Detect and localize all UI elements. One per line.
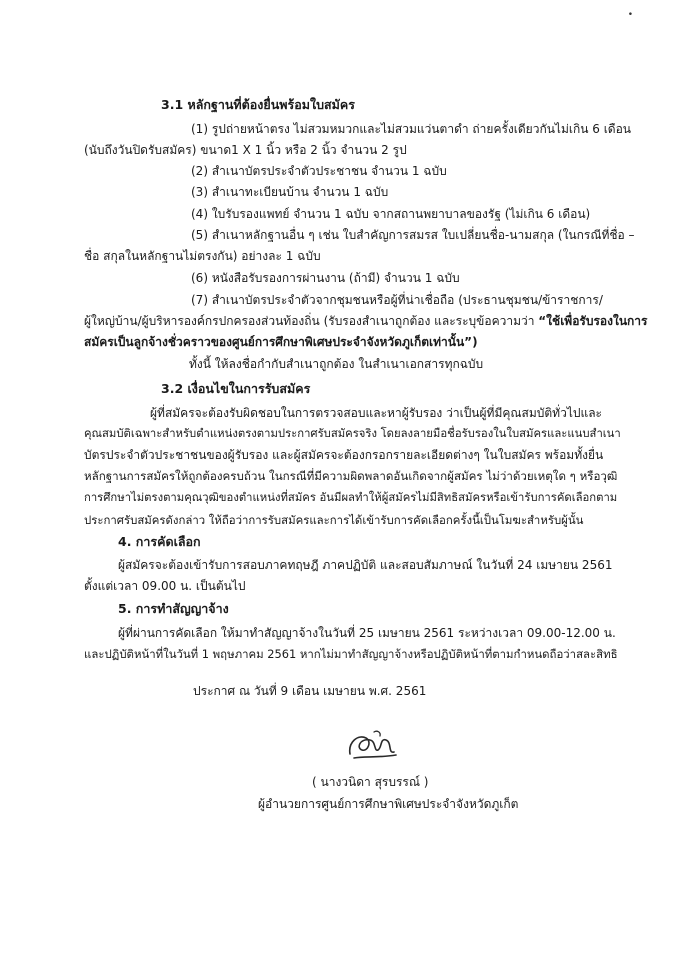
contract-line-2: และปฏิบัติหน้าที่ในวันที่ 1 พฤษภาคม 2561 หากไม่มาทำสัญญาจ้างหรือปฏิบัติหน้าที่ตามกำหนดถือว่าสละสิทธิ (84, 647, 618, 661)
section-3-1-heading: 3.1 หลักฐานที่ต้องยื่นพร้อมใบสมัคร (161, 97, 355, 112)
conditions-line-3: บัตรประจำตัวประชาชนของผู้รับรอง และผู้สมัครจะต้องกรอกรายละเอียดต่างๆ ในใบสมัคร พร้อมทั้งยื่น (84, 448, 604, 462)
evidence-item-4: (4) ใบรับรองแพทย์ จำนวน 1 ฉบับ จากสถานพยาบาลของรัฐ (ไม่เกิน 6 เดือน) (191, 207, 591, 221)
evidence-item-5-cont: ชื่อ สกุลในหลักฐานไม่ตรงกัน) อย่างละ 1 ฉบับ (84, 249, 321, 263)
selection-line-2: ตั้งแต่เวลา 09.00 น. เป็นต้นไป (84, 579, 246, 593)
conditions-line-4: หลักฐานการสมัครให้ถูกต้องครบถ้วน ในกรณีที่มีความผิดพลาดอันเกิดจากผู้สมัคร ไม่ว่าด้วยเหตุใด ๆ หรือวุฒิ (84, 469, 618, 483)
evidence-item-2: (2) สำเนาบัตรประจำตัวประชาชน จำนวน 1 ฉบับ (191, 164, 447, 178)
corner-mark: • (627, 10, 633, 20)
signature-image (344, 728, 404, 764)
evidence-item-5: (5) สำเนาหลักฐานอื่น ๆ เช่น ใบสำคัญการสมรส ใบเปลี่ยนชื่อ-นามสกุล (ในกรณีที่ชื่อ – (191, 228, 635, 242)
section-3-2-heading: 3.2 เงื่อนไขในการรับสมัคร (161, 381, 311, 396)
evidence-item-7-cont (84, 313, 648, 329)
evidence-item-1-cont: (นับถึงวันปิดรับสมัคร) ขนาด1 X 1 นิ้ว หรือ 2 นิ้ว จำนวน 2 รูป (84, 143, 407, 157)
conditions-line-2: คุณสมบัติเฉพาะสำหรับตำแหน่งตรงตามประกาศรับสมัครจริง โดยลงลายมือชื่อรับรองในใบสมัครและแนบสำเนา (84, 427, 621, 440)
evidence-item-7-cont-plain: ผู้ใหญ่บ้าน/ผู้บริหารองค์กรปกครองส่วนท้องถิ่น (รับรองสำเนาถูกต้อง และระบุข้อความว่า (84, 314, 539, 328)
evidence-item-7: (7) สำเนาบัตรประจำตัวจากชุมชนหรือผู้ที่น่าเชื่อถือ (ประธานชุมชน/ข้าราชการ/ (191, 293, 603, 307)
section-4-heading: 4. การคัดเลือก (118, 534, 201, 549)
announcement-date: ประกาศ ณ วันที่ 9 เดือน เมษายน พ.ศ. 2561 (193, 684, 427, 698)
evidence-item-3: (3) สำเนาทะเบียนบ้าน จำนวน 1 ฉบับ (191, 185, 389, 199)
conditions-line-5: การศึกษาไม่ตรงตามคุณวุฒิของตำแหน่งที่สมัคร อันมีผลทำให้ผู้สมัครไม่มีสิทธิสมัครหรือเข้ารับการคัดเลือกตาม (84, 491, 618, 504)
section-5-heading: 5. การทำสัญญาจ้าง (118, 601, 229, 616)
signatory-name: ( นางวนิดา สุรบรรณ์ ) (312, 775, 429, 789)
evidence-item-7-cont-bold: “ใช้เพื่อรับรองในการ (538, 314, 648, 328)
selection-line-1: ผู้สมัครจะต้องเข้ารับการสอบภาคทฤษฎี ภาคปฏิบัติ และสอบสัมภาษณ์ ในวันที่ 24 เมษายน 2561 (118, 558, 613, 572)
conditions-line-6: ประกาศรับสมัครดังกล่าว ให้ถือว่าการรับสมัครและการได้เข้ารับการคัดเลือกครั้งนี้เป็นโมฆะสำหรับผู้นั้น (84, 513, 584, 527)
conditions-line-1: ผู้ที่สมัครจะต้องรับผิดชอบในการตรวจสอบและหาผู้รับรอง ว่าเป็นผู้ที่มีคุณสมบัติทั่วไปและ (150, 406, 602, 420)
evidence-item-1: (1) รูปถ่ายหน้าตรง ไม่สวมหมวกและไม่สวมแว่นตาดำ ถ่ายครั้งเดียวกันไม่เกิน 6 เดือน (191, 122, 632, 136)
evidence-item-6: (6) หนังสือรับรองการผ่านงาน (ถ้ามี) จำนวน 1 ฉบับ (191, 271, 460, 285)
evidence-item-7-cont2: สมัครเป็นลูกจ้างชั่วคราวของศูนย์การศึกษาพิเศษประจำจังหวัดภูเก็ตเท่านั้น”) (84, 335, 478, 349)
evidence-note: ทั้งนี้ ให้ลงชื่อกำกับสำเนาถูกต้อง ในสำเนาเอกสารทุกฉบับ (189, 357, 484, 371)
contract-line-1: ผู้ที่ผ่านการคัดเลือก ให้มาทำสัญญาจ้างในวันที่ 25 เมษายน 2561 ระหว่างเวลา 09.00-12.00 น. (118, 626, 616, 640)
signatory-position: ผู้อำนวยการศูนย์การศึกษาพิเศษประจำจังหวัดภูเก็ต (258, 797, 519, 811)
